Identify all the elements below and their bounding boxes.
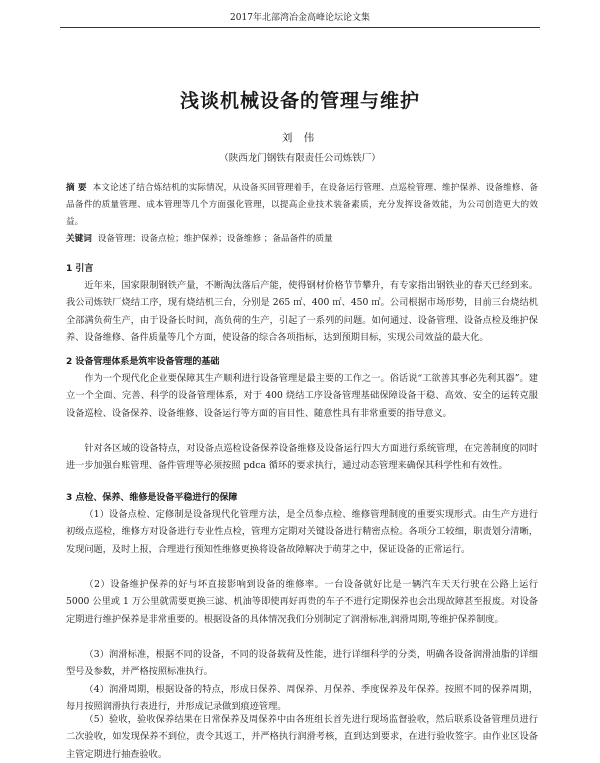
abstract-text: 本文论述了结合炼结机的实际情况，从设备买回管理着手，在设备运行管理、点巡检管理、维护保养、设备维修、备品备件的质量管理、成本管理等几个方面强化管理，以提高企业技术装备素质，充分发挥设备效能，为公司创造更大的效益。 (66, 183, 538, 227)
abstract-label: 摘 要 (66, 183, 87, 193)
paragraph-item-3: （3）润滑标准，根据不同的设备，不同的设备载荷及性能，进行详细科学的分类，明确各设备润滑油脂的详细型号及参数，并严格按照标准执行。 (66, 649, 538, 678)
section-heading-1: 1 引言 (66, 264, 94, 274)
abstract (66, 180, 538, 231)
keywords-text: 设备管理；设备点检；维护保养；设备维修 ；备品备件的质量 (97, 234, 333, 244)
paragraph-system-1: 作为一个现代化企业要保障其生产顺利进行设备管理是最主要的工作之一。俗话说“工欲善其事必先利其器”。建立一个全面、完善、科学的设备管理体系，对于 400 烧结工序设备管理基础保障设备干稳、高效、安全的运转克服设备巡检、设备保养、设备维修、设备运行等方面的盲目性、随意性具有非常重要的指导意义。 (66, 373, 538, 419)
author-affiliation: （陕西龙门钢铁有限责任公司炼铁厂） (219, 153, 381, 164)
section-heading-2: 2 设备管理体系是筑牢设备管理的基础 (66, 357, 220, 367)
paragraph-item-4: （4）润滑周期，根据设备的特点，形成日保养、周保养、月保养、季度保养及年保养。按照不同的保养周期，每月按照润滑执行表进行，并形成记录做到痕迹管理。 (66, 684, 538, 713)
paragraph-system-2: 针对各区域的设备特点，对设备点巡检设备保养设备维修及设备运行四大方面进行系统管理，在完善制度的同时进一步加强台账管理、备件管理等必须按照 pdca 循环的要求执行，通过动态管理来确保其科学性和有效性。 (66, 443, 538, 472)
paragraph-item-2: （2）设备维护保养的好与坏直接影响到设备的维修率。一台设备就好比是一辆汽车天天行驶在公路上运行 5000 公里或 1 万公里就需要更换三滤、机油等即使再好再贵的车子不进行定期保养也会出现故障甚至报废。对设备定期进行维护保养是非常重要的。根据设备的具体情况我们分别制定了润滑标准,润滑周期,等维护保养制度。 (66, 579, 538, 625)
running-head: 2017年北部湾冶金高峰论坛论文集 (60, 10, 540, 28)
section-heading-3: 3 点检、保养、维修是设备平稳进行的保障 (66, 493, 238, 503)
author-name: 刘 伟 (281, 132, 319, 144)
paragraph-item-5: （5）验收，验收保养结果在日常保养及周保养中由各班组长首先进行现场监督验收，然后联系设备管理员进行二次验收，如发现保养不到位，责令其返工，并严格执行润滑考核，直到达到要求，在进行验收签字。由作业区设备主管定期进行抽查验收。 (66, 714, 538, 760)
keywords-label: 关键词 (66, 234, 92, 244)
paragraph-intro: 近年来，国家限制钢铁产量，不断淘汰落后产能，使得钢材价格节节攀升，有专家指出钢铁业的春天已经到来。我公司炼铁厂烧结工序，现有烧结机三台，分别是 265 ㎡、400 ㎡、450 ㎡。公司根据市场形势，目前三台烧结机全部满负荷生产，由于设备长时间，高负荷的生产，引起了一系列的问题。如何通过、设备管理、设备点检及维护保养、设备维修、备件质量等几个方面，使设备的综合各项指标，达到预期目标，实现公司效益的最大化。 (66, 280, 538, 344)
paper-title: 浅谈机械设备的管理与维护 (179, 90, 420, 112)
keywords (66, 232, 538, 246)
paragraph-item-1: （1）设备点检、定修制是设备现代化管理方法，是全员参点检、维修管理制度的重要实现形式。由生产方进行初级点巡检，维修方对设备进行专业性点检，管理方定期对关键设备进行精密点检。各项分工较细，职责划分清晰，发现问题，及时上报，合理进行预知性维修更换将设备故障解决于萌芽之中，保证设备的正常运行。 (66, 509, 538, 555)
